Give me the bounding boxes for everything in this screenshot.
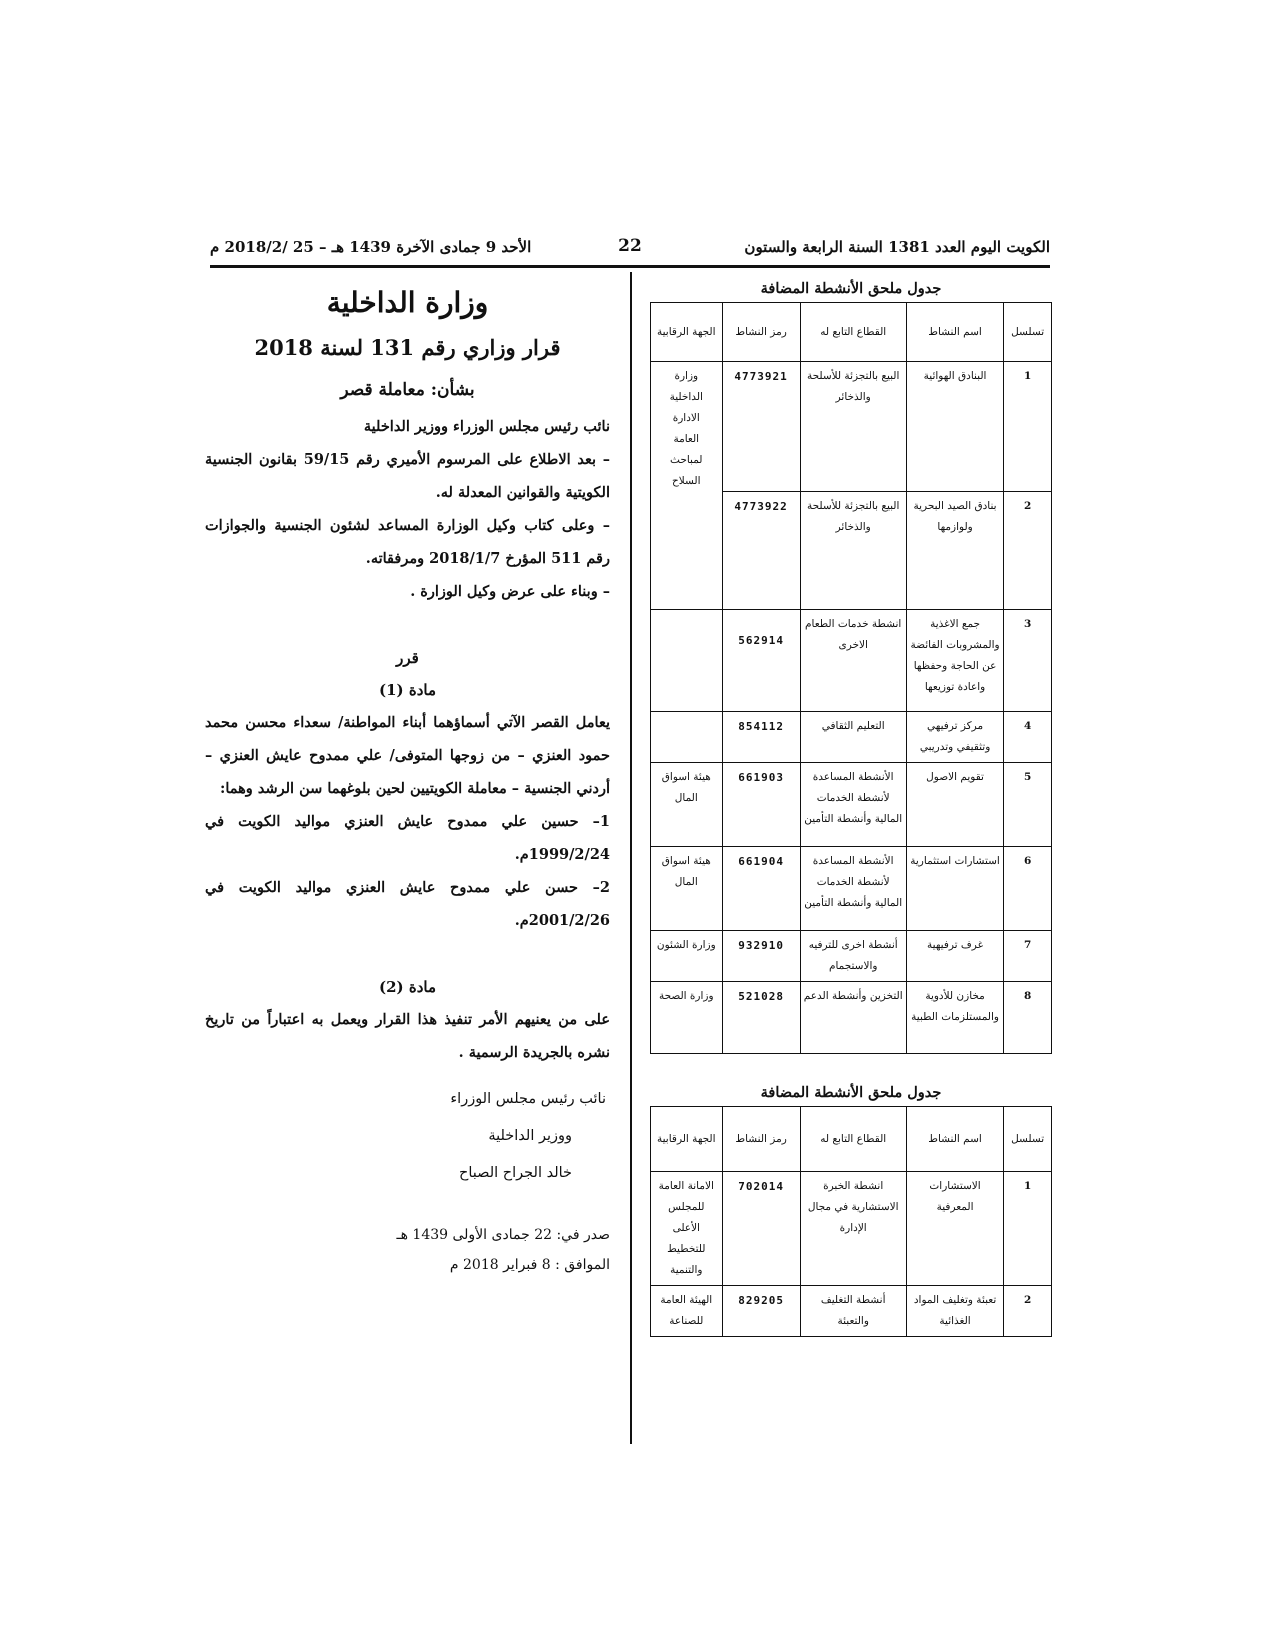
row-activity-code: 562914 xyxy=(722,610,800,712)
row-activity-code: 4773922 xyxy=(722,492,800,610)
table-row xyxy=(651,610,1052,712)
table-row xyxy=(651,931,1052,982)
row-sector: البيع بالتجزئة للأسلحة والذخائر xyxy=(800,362,906,492)
row-activity-name: استشارات استثمارية xyxy=(906,847,1004,931)
row-authority: هيئة اسواق المال xyxy=(651,847,723,931)
child-1: 1– حسين علي ممدوح عايش العنزي مواليد الكويت في 1999/2/24م. xyxy=(205,813,610,863)
row-activity-code: 932910 xyxy=(722,931,800,982)
row-serial: 1 xyxy=(1004,362,1052,492)
row-activity-code: 4773921 xyxy=(722,362,800,492)
row-sector: التخزين وأنشطة الدعم xyxy=(800,982,906,1054)
row-authority: وزارة الصحة xyxy=(651,982,723,1054)
table-row xyxy=(651,1172,1052,1286)
row-activity-code: 661903 xyxy=(722,763,800,847)
header-sector: القطاع التابع له xyxy=(800,1107,906,1172)
row-serial: 4 xyxy=(1004,712,1052,763)
preamble-2: – وعلى كتاب وكيل الوزارة المساعد لشئون الجنسية والجوازات رقم 511 المؤرخ 2018/1/7 ومرفقاته. xyxy=(205,517,610,567)
row-authority xyxy=(651,712,723,763)
article-1-text: يعامل القصر الآتي أسماؤهما أبناء المواطنة/ سعداء محسن محمد حمود العنزي – من زوجها المتوفى/ علي ممدوح عايش العنزي – أردني الجنسية – معاملة الكويتيين لحين بلوغهما سن الرشد وهما: xyxy=(205,714,610,797)
page-header xyxy=(210,238,1050,264)
table-row xyxy=(651,362,1052,492)
child-2: 2– حسن علي ممدوح عايش العنزي مواليد الكويت في 2001/2/26م. xyxy=(205,879,610,929)
row-serial: 6 xyxy=(1004,847,1052,931)
header-date: الأحد 9 جمادى الآخرة 1439 هـ – 25 /2018/2 م xyxy=(210,238,532,256)
header-activity-name: اسم النشاط xyxy=(906,1107,1004,1172)
row-authority xyxy=(651,610,723,712)
signature-title-2: ووزير الداخلية xyxy=(488,1128,572,1144)
table-row xyxy=(651,763,1052,847)
decided-heading: قرر xyxy=(396,649,419,667)
row-activity-name: جمع الاغذية والمشروبات الفائضة عن الحاجة وحفظها واعادة توزيعها xyxy=(906,610,1004,712)
activities-table-2 xyxy=(650,1080,1052,1337)
issued-date: صدر في: 22 جمادى الأولى 1439 هـ xyxy=(396,1227,610,1243)
table-1-title: جدول ملحق الأنشطة المضافة xyxy=(760,280,942,297)
activities-table-1 xyxy=(650,276,1052,1054)
row-activity-name: بنادق الصيد البحرية ولوازمها xyxy=(906,492,1004,610)
row-authority: الهيئة العامة للصناعة xyxy=(651,1286,723,1337)
row-authority: الامانة العامة للمجلس الأعلى للتخطيط والتنمية xyxy=(651,1172,723,1286)
table-2-title: جدول ملحق الأنشطة المضافة xyxy=(760,1084,942,1101)
row-sector: البيع بالتجزئة للأسلحة والذخائر xyxy=(800,492,906,610)
row-activity-name: الاستشارات المعرفية xyxy=(906,1172,1004,1286)
decision-column xyxy=(205,280,610,1280)
row-activity-name: مخازن للأدوية والمستلزمات الطبية xyxy=(906,982,1004,1054)
preamble-3: – وبناء على عرض وكيل الوزارة . xyxy=(410,583,610,600)
row-authority: وزارة الداخلية الادارة العامة لمباحث السلاح xyxy=(651,362,723,610)
row-serial: 2 xyxy=(1004,1286,1052,1337)
header-activity-name: اسم النشاط xyxy=(906,303,1004,362)
row-sector: التعليم الثقافي xyxy=(800,712,906,763)
header-rule xyxy=(210,265,1050,268)
page-number: 22 xyxy=(618,236,642,256)
table-row xyxy=(651,982,1052,1054)
signature-title-1: نائب رئيس مجلس الوزراء xyxy=(450,1091,606,1107)
signature-name: خالد الجراح الصباح xyxy=(459,1165,572,1181)
row-activity-code: 661904 xyxy=(722,847,800,931)
header-serial: تسلسل xyxy=(1004,303,1052,362)
row-serial: 7 xyxy=(1004,931,1052,982)
preamble-1: – بعد الاطلاع على المرسوم الأميري رقم 59/15 بقانون الجنسية الكويتية والقوانين المعدلة له. xyxy=(205,451,611,501)
row-serial: 8 xyxy=(1004,982,1052,1054)
row-authority: وزارة الشئون xyxy=(651,931,723,982)
row-sector: الأنشطة المساعدة لأنشطة الخدمات المالية وأنشطة التأمين xyxy=(800,763,906,847)
table-row xyxy=(651,712,1052,763)
row-activity-name: البنادق الهوائية xyxy=(906,362,1004,492)
row-authority: هيئة اسواق المال xyxy=(651,763,723,847)
row-activity-code: 829205 xyxy=(722,1286,800,1337)
ministry-title: وزارة الداخلية xyxy=(326,286,489,319)
decree-title: قرار وزاري رقم 131 لسنة 2018 xyxy=(254,335,561,360)
row-serial: 1 xyxy=(1004,1172,1052,1286)
header-activity-code: رمز النشاط xyxy=(722,303,800,362)
row-activity-name: مركز ترفيهي وتثقيفي وتدريبي xyxy=(906,712,1004,763)
row-activity-code: 702014 xyxy=(722,1172,800,1286)
table-row xyxy=(651,1286,1052,1337)
article-2-text: على من يعنيهم الأمر تنفيذ هذا القرار ويعمل به اعتباراً من تاريخ نشره بالجريدة الرسمية . xyxy=(205,1011,610,1061)
table-row xyxy=(651,847,1052,931)
row-activity-name: تعبئة وتغليف المواد الغذائية xyxy=(906,1286,1004,1337)
column-divider xyxy=(630,272,632,1444)
row-sector: الأنشطة المساعدة لأنشطة الخدمات المالية وأنشطة التأمين xyxy=(800,847,906,931)
header-serial: تسلسل xyxy=(1004,1107,1052,1172)
row-serial: 2 xyxy=(1004,492,1052,610)
row-activity-code: 854112 xyxy=(722,712,800,763)
header-activity-code: رمز النشاط xyxy=(722,1107,800,1172)
decree-subject: بشأن: معاملة قصر xyxy=(340,380,475,400)
row-sector: انشطة خدمات الطعام الاخرى xyxy=(800,610,906,712)
row-sector: أنشطة التغليف والتعبئة xyxy=(800,1286,906,1337)
row-serial: 5 xyxy=(1004,763,1052,847)
row-serial: 3 xyxy=(1004,610,1052,712)
issuer-line: نائب رئيس مجلس الوزراء ووزير الداخلية xyxy=(363,418,610,435)
corresponding-date: الموافق : 8 فبراير 2018 م xyxy=(449,1257,610,1273)
header-authority: الجهة الرقابية xyxy=(651,1107,723,1172)
row-activity-name: غرف ترفيهية xyxy=(906,931,1004,982)
row-activity-code: 521028 xyxy=(722,982,800,1054)
article-2-title: مادة (2) xyxy=(378,978,436,996)
header-sector: القطاع التابع له xyxy=(800,303,906,362)
row-activity-name: تقويم الاصول xyxy=(906,763,1004,847)
row-sector: أنشطة اخرى للترفيه والاستجمام xyxy=(800,931,906,982)
article-1-title: مادة (1) xyxy=(378,681,436,699)
header-authority: الجهة الرقابية xyxy=(651,303,723,362)
gazette-issue: الكويت اليوم العدد 1381 السنة الرابعة والستون xyxy=(744,238,1050,256)
row-sector: انشطة الخبرة الاستشارية في مجال الإدارة xyxy=(800,1172,906,1286)
